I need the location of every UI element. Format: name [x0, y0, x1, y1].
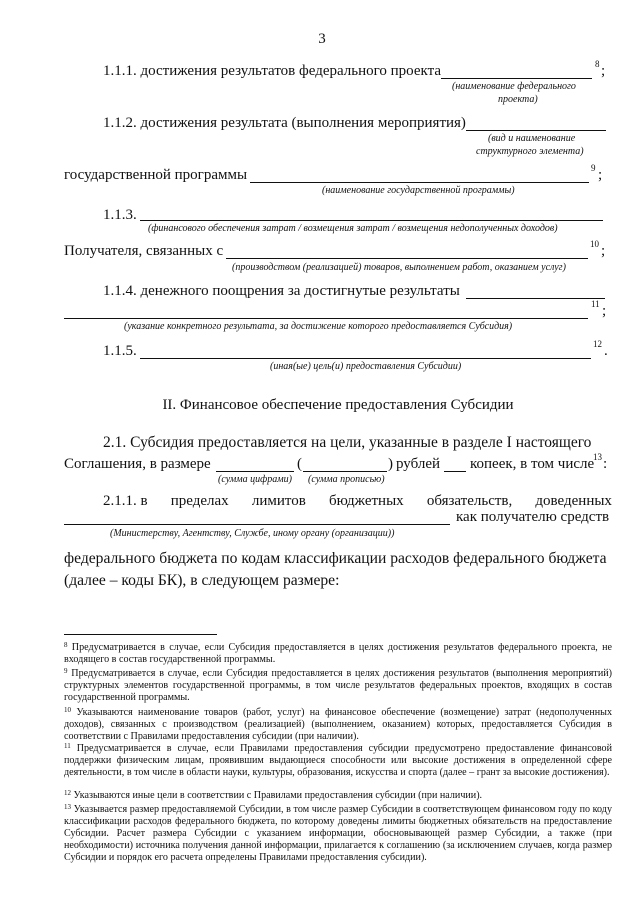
- amount-words-blank: [303, 471, 387, 472]
- footnote-number: 13: [64, 803, 71, 811]
- footnote-text: Предусматривается в случае, если Субсидия предоставляется в целях достижения результатов (выполнения мероприятий) структурных элементов государственной программы, в том числе результатов федеральных проектов, входящих в состав государственной программы.: [64, 668, 613, 703]
- paren-open: (: [297, 456, 302, 472]
- item-1-1-1-blank: [441, 78, 592, 79]
- ministry-caption: (Министерству, Агентству, Службе, иному органу (организации)): [110, 528, 395, 539]
- footnote-separator: [64, 634, 217, 635]
- page-number: 3: [318, 31, 326, 47]
- item-1-1-1-caption-2: проекта): [498, 94, 538, 105]
- footnote-number: 9: [64, 667, 68, 675]
- footnote-text: Предусматривается в случае, если Субсидия предоставляется в целях достижения результатов федерального проекта, не входящего в состав государственной программы.: [64, 642, 612, 665]
- footnote-8: [64, 640, 612, 666]
- para-2-1-1-word: обязательств,: [426, 493, 513, 509]
- item-1-1-3-text: 1.1.3.: [103, 207, 137, 223]
- recipient-caption: (производством (реализацией) товаров, выполнением работ, оказанием услуг): [232, 262, 566, 273]
- footnote-text: Указываются наименование товаров (работ, услуг) на финансовое обеспечение (возмещение) затрат (недополученных доходов), связанных с производством (реализацией) (выполнением, оказанием) которых, предоставляется Субсидия в соответствии с Правилами предоставления субсидии (при наличии).: [64, 707, 612, 742]
- footnote-11: [64, 741, 612, 779]
- item-1-1-5-end: .: [604, 343, 608, 359]
- footnote-text: Указывается размер предоставляемой Субсидии, в том числе размер Субсидии в соответствующем финансовом году по коду классификации расходов федерального бюджета, по которому доведены лимиты бюджетных обязательств на предоставление Субсидии. Расчет размера Субсидии с указанием информации, обосновывающей размер Субсидии, а также (при необходимости) источника получения данной информации, прилагается к соглашению (за исключением случаев, когда размер Субсидии и порядок его расчета определены Правилами предоставления субсидии).: [64, 804, 612, 863]
- para-2-1-1-tail: как получателю средств: [456, 509, 610, 525]
- para-2-1-line-1: 2.1. Субсидия предоставляется на цели, указанные в разделе I настоящего: [103, 434, 592, 451]
- item-1-1-1-caption-1: (наименование федерального: [452, 81, 576, 92]
- footnote-10: [64, 705, 612, 743]
- kopecks-blank: [444, 471, 466, 472]
- footnote-number: 11: [64, 742, 71, 750]
- rubles-label: рублей: [396, 456, 441, 472]
- item-1-1-4-caption: (указание конкретного результата, за достижение которого предоставляется Субсидия): [124, 321, 513, 332]
- gov-program-caption: (наименование государственной программы): [322, 185, 515, 196]
- para-2-1-1-word: пределах: [170, 493, 229, 509]
- kopecks-label: копеек, в том числе: [470, 456, 595, 472]
- item-1-1-4-blank-1: [466, 298, 605, 299]
- item-1-1-4-end: ;: [602, 303, 607, 319]
- footnote-13: [64, 802, 612, 864]
- footnote-number: 8: [64, 641, 68, 649]
- item-1-1-2-caption-1: (вид и наименование: [488, 133, 576, 144]
- footnote-ref-10: 10: [590, 239, 599, 249]
- footnote-9: [64, 666, 612, 704]
- item-1-1-5-caption: (иная(ые) цель(и) предоставления Субсидии): [270, 361, 462, 372]
- caption-words: (сумма прописью): [308, 474, 385, 485]
- footnote-number: 10: [64, 706, 71, 714]
- item-1-1-4-blank-2: [64, 318, 588, 319]
- federal-budget-line-1: федерального бюджета по кодам классификации расходов федерального бюджета: [64, 550, 607, 567]
- footnote-text: Указываются иные цели в соответствии с Правилами предоставления субсидии (при наличии).: [73, 790, 483, 801]
- para-2-1-prefix: Соглашения, в размере: [64, 456, 211, 472]
- item-1-1-1-text: 1.1.1. достижения результатов федерального проекта: [103, 63, 442, 79]
- para-2-1-1-word: лимитов: [251, 493, 306, 509]
- item-1-1-3-blank: [140, 220, 603, 221]
- para-2-1-1-word: бюджетных: [328, 493, 404, 509]
- federal-budget-line-2: (далее – коды БК), в следующем размере:: [64, 572, 340, 589]
- item-1-1-2-caption-2: структурного элемента): [476, 146, 584, 157]
- caption-digits: (сумма цифрами): [218, 474, 292, 485]
- footnote-ref-11: 11: [591, 299, 600, 309]
- footnote-ref-8: 8: [595, 59, 600, 69]
- para-2-1-1-word: 2.1.1. в: [103, 493, 148, 509]
- item-1-1-3-caption: (финансового обеспечения затрат / возмещения затрат / возмещения недополученных доходов): [148, 223, 558, 234]
- footnote-12: [64, 788, 612, 802]
- section-2-heading: II. Финансовое обеспечение предоставления Субсидии: [162, 397, 514, 413]
- recipient-end: ;: [601, 243, 606, 259]
- item-1-1-1-end: ;: [601, 63, 606, 79]
- footnote-ref-13: 13: [593, 452, 602, 462]
- footnote-ref-12: 12: [593, 339, 602, 349]
- item-1-1-2-text: 1.1.2. достижения результата (выполнения мероприятия): [103, 115, 466, 131]
- footnote-text: Предусматривается в случае, если Правилами предоставления субсидии предусмотрено предоставление финансовой поддержки физическим лицам, проявившим выдающиеся способности или высокие достижения в определенной сфере деятельности, в том числе в области науки, культуры, образования, искусства и спорта (далее – грант за высокие достижения).: [64, 743, 612, 778]
- para-2-1-end: :: [603, 456, 608, 472]
- item-1-1-2-blank: [466, 130, 606, 131]
- footnote-ref-9: 9: [591, 163, 596, 173]
- gov-program-blank: [250, 182, 589, 183]
- item-1-1-5-text: 1.1.5.: [103, 343, 137, 359]
- footnote-number: 12: [64, 789, 71, 797]
- recipient-blank: [226, 258, 588, 259]
- paren-close: ): [388, 456, 393, 472]
- gov-program-end: ;: [598, 167, 603, 183]
- gov-program-text: государственной программы: [64, 167, 248, 183]
- para-2-1-1-word: доведенных: [535, 493, 612, 509]
- amount-digits-blank: [216, 471, 294, 472]
- item-1-1-5-blank: [140, 358, 591, 359]
- item-1-1-4-text: 1.1.4. денежного поощрения за достигнутые результаты: [103, 283, 460, 299]
- recipient-text: Получателя, связанных с: [64, 243, 224, 259]
- ministry-blank: [64, 524, 450, 525]
